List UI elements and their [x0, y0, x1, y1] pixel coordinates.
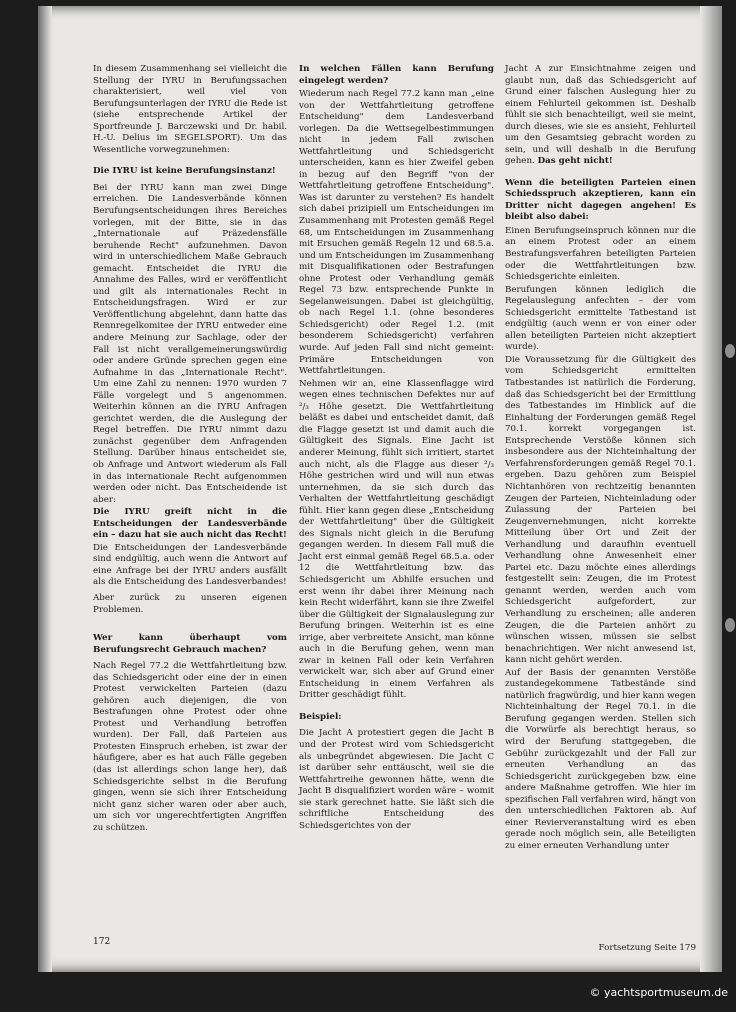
paragraph: Einen Berufungseinspruch können nur die an einem Protest oder an einem Bestrafungsverfahren beteiligten Parteien oder die Wettfahrtleitungen bzw. Schiedsgerichte einleiten. [505, 225, 696, 283]
paragraph-text: Jacht A zur Einsichtnahme zeigen und glaubt nun, daß das Schiedsgericht auf Grund einer falschen Auslegung hier zu einem Fehlurteil gekommen ist. Deshalb fühlt sie sich benachteiligt, weil sie meint, durch dieses, wie sie es ansieht, Fehlurteil um den Gesamtsieg gebracht worden zu sein, und will deshalb in die Berufung gehen. [505, 64, 696, 167]
paragraph: Nehmen wir an, eine Klassenflagge wird wegen eines technischen Defektes nur auf ²/₃ Höhe gesetzt. Die Wettfahrtleitung beläßt es dabei und entscheidet damit, daß die Flagge gesetzt ist und damit auch die Gültigkeit des Signals. Eine Jacht ist anderer Meinung, fühlt sich irritiert, startet auch nicht, als die Flagge aus dieser ²/₃ Höhe gestrichen wird und will nun etwas unternehmen, da sie sich durch das Verhalten der Wettfahrtleitung geschädigt fühlt. Hier kann gegen diese „Entscheidung der Wettfahrtleitung" über die Gültigkeit des Signals nicht gleich in die Berufung gegangen werden. In diesem Fall muß die Jacht erst einmal gemäß Regel 68.5.a. oder 12 die Wettfahrtleitung bzw. das Schiedsgericht um Abhilfe ersuchen und erst wenn ihr dabei ihrer Meinung nach kein Recht widerfährt, kann sie ihre Zweifel über die Gültigkeit der Signalauslegung zur Berufung bringen. Weiterhin ist es eine irrige, aber verbreitete Ansicht, man könne auch in die Berufung gehen, wenn man zwar in keinen Fall oder kein Verfahren verwickelt war, sich aber auf Grund einer Entscheidung in einem Verfahren als Dritter geschädigt fühlt. [299, 378, 494, 701]
continued-note: Fortsetzung Seite 179 [598, 943, 696, 953]
paragraph: Berufungen können lediglich die Regelauslegung anfechten – der vom Schiedsgericht ermittelte Tatbestand ist endgültig (auch wenn er von einer oder allen beteiligten Parteien nicht akzeptiert wurde). [505, 284, 696, 353]
paragraph: Aber zurück zu unseren eigenen Problemen. [93, 593, 287, 615]
section-heading: Beispiel: [299, 711, 342, 722]
paragraph: Auf der Basis der genannten Verstöße zustandegekommene Tatbestände sind natürlich fragwürdig, und hier kann wegen Nichteinhaltung der Regel 70.1. in die Berufung gegangen werden. Stellen sich die Vorwürfe als berechtigt heraus, so wird der Berufung stattgegeben, die Gebühr zurückgezahlt und der Fall zur erneuten Verhandlung an das Schiedsgericht zurückgegeben bzw. eine andere Maßnahme getroffen. Wie hier im spezifischen Fall verfahren wird, hängt von den unterschiedlichen Faktoren ab. Auf einer Revierveranstaltung wird es eben gerade noch möglich sein, alle Beteiligten zu einer erneuten Verhandlung unter [505, 667, 696, 851]
paragraph: Die Jacht A protestiert gegen die Jacht B und der Protest wird vom Schiedsgericht als unbegründet abgewiesen. Die Jacht C ist darüber sehr enttäuscht, weil sie die Wettfahrtreihe gewonnen hätte, wenn die Jacht B disqualifiziert worden wäre – womit sie stark gerechnet hatte. Sie läßt sich die schriftliche Entscheidung des Schiedsgerichtes von der [299, 728, 494, 831]
section-heading: Die IYRU ist keine Berufungsinstanz! [93, 166, 276, 177]
page-gutter-shadow [38, 6, 52, 972]
paragraph: In diesem Zusammenhang sei vielleicht die Stellung der IYRU in Berufungssachen charakterisiert, weil viel von Berufungsunterlagen der IYRU die Rede ist (siehe entsprechende Artikel der Sportfreunde J. Barczewski und Dr. habil. H.-U. Delius im SEGELSPORT). Um das Wesentliche vorwegzunehmen: [93, 64, 287, 155]
page-number: 172 [93, 937, 111, 947]
text-column-right [505, 64, 696, 853]
text-column-middle [299, 64, 494, 833]
section-heading: Wenn die beteiligten Parteien einen Schiedsspruch akzeptieren, kann ein Dritter nicht dagegen angehen! Es bleibt also dabei: [505, 177, 696, 223]
paragraph: Wiederum nach Regel 77.2 kann man „eine von der Wettfahrtleitung getroffene Entscheidung" dem Landesverband vorlegen. Da die Wettsegelbestimmungen nicht in jedem Fall zwischen Wettfahrtleitung und Schiedsgericht unterscheiden, kann es hier Zweifel geben in bezug auf den Begriff "von der Wettfahrtleitung getroffene Entscheidung". Was ist darunter zu verstehen? Es handelt sich dabei prizipiell um Entscheidungen im Zusammenhang mit Protesten gemäß Regel 68, um Entscheidungen im Zusammenhang mit Ersuchen gemäß Regeln 12 und 68.5.a. und um Entscheidungen im Zusammenhang mit Disqualifikationen oder Bestrafungen ohne Protest oder Verhandlung gemäß Regel 73 bzw. entsprechende Punkte in Segelanweisungen. Dabei ist gleichgültig, ob nach Regel 1.1. (ohne besonderes Schiedsgericht) oder Regel 1.2. (mit besonderem Schiedsgericht) verfahren wurde. Auf jeden Fall sind nicht gemeint: Primäre Entscheidungen von Wettfahrtleitungen. [299, 89, 494, 377]
section-heading: Wer kann überhaupt vom Berufungsrecht Gebrauch machen? [93, 633, 287, 655]
watermark: © yachtsportmuseum.de [589, 986, 728, 999]
punch-hole-icon [725, 344, 735, 358]
paragraph: Die Voraussetzung für die Gültigkeit des vom Schiedsgericht ermittelten Tatbestandes ist natürlich die Forderung, daß das Schiedsgericht bei der Ermittlung des Tatbestandes im Hinblick auf die Einhaltung der Forderungen gemäß Regel 70.1. korrekt vorgegangen ist. Entsprechende Verstöße können sich insbesondere aus der Nichteinhaltung der Verfahrensforderungen gemäß Regel 70.1. ergeben. Dazu gehören zum Beispiel Nichtanhören von rechtzeitig benannten Zeugen der Parteien, Nichteinladung oder Zulassung der Parteien bei Zeugenvernehmungen, nicht korrekte Mitteilung über Ort und Zeit der Verhandlung und daraufhin eventuell Verhandlung ohne Anwesenheit einer Partei etc. Dazu möchte eines allerdings festgestellt sein: Zeugen, die im Protest genannt werden, werden auch vom Schiedsgericht aufgefordert, zur Verhandlung zu erscheinen; alle anderen Zeugen, die die Parteien anhört zu wünschen wissen, müssen sie selbst benachrichtigen. Wer nicht anwesend ist, kann nicht gehört werden. [505, 354, 696, 666]
text-column-left [93, 64, 287, 835]
paragraph: Bei der IYRU kann man zwei Dinge erreichen. Die Landesverbände können Berufungsentscheidungen ihres Bereiches vorlegen, mit der Bitte, sie in das „Internationale auf Präzedensfälle beruhende Recht" aufzunehmen. Davon wird in unterschiedlichem Maße Gebrauch gemacht. Entscheidet die IYRU die Annahme des Falles, wird er veröffentlicht und gilt als internationales Recht in Entscheidungsfragen. Wird er zur Veröffentlichung abgelehnt, dann hatte das Rennregelkomitee der IYRU entweder eine andere Meinung zur Sachlage, oder der Fall ist nicht verallgemeinerungswürdig oder andere Gründe sprechen gegen eine Aufnahme in das „Internationale Recht". Um eine Zahl zu nennen: 1970 wurden 7 Fälle vorgelegt und 5 angenommen. Weiterhin können an die IYRU Anfragen gerichtet werden, die die Auslegung der Regel betreffen. Die IYRU nimmt dazu zunächst gegenüber dem Anfragenden Stellung. Darüber hinaus entscheidet sie, ob Anfrage und Antwort wiederum als Fall in das internationale Recht aufgenommen werden oder nicht. Das Entscheidende ist aber: [93, 182, 287, 505]
paragraph: Die Entscheidungen der Landesverbände sind endgültig, auch wenn die Antwort auf eine Anfrage bei der IYRU anders ausfällt als die Entscheidung des Landesverbandes! [93, 542, 287, 588]
section-heading: In welchen Fällen kann Berufung eingelegt werden? [299, 64, 494, 86]
paragraph-emphasis: Die IYRU greift nicht in die Entscheidungen der Landesverbände ein – dazu hat sie auch nicht das Recht! [93, 507, 287, 541]
paragraph: Nach Regel 77.2 die Wettfahrtleitung bzw. das Schiedsgericht oder eine der in einen Protest verwickelten Parteien (dazu gehören auch diejenigen, die von Bestrafungen ohne Protest oder ohne Protest und Verhandlung betroffen wurden). Der Fall, daß Parteien aus Protesten Einspruch erheben, ist zwar der häufigere, aber es hat auch Fälle gegeben (das ist allerdings schon lange her), daß Schiedsgerichte selbst in die Berufung gingen, wenn sie sich ihrer Entscheidung nicht ganz sicher waren oder aber auch, um sich vor ungerechtfertigten Angriffen zu schützen. [93, 661, 287, 833]
page-edge-shadow [700, 6, 722, 972]
paragraph-emphasis: Das geht nicht! [537, 156, 613, 167]
paragraph [505, 64, 696, 168]
punch-hole-icon [725, 618, 735, 632]
